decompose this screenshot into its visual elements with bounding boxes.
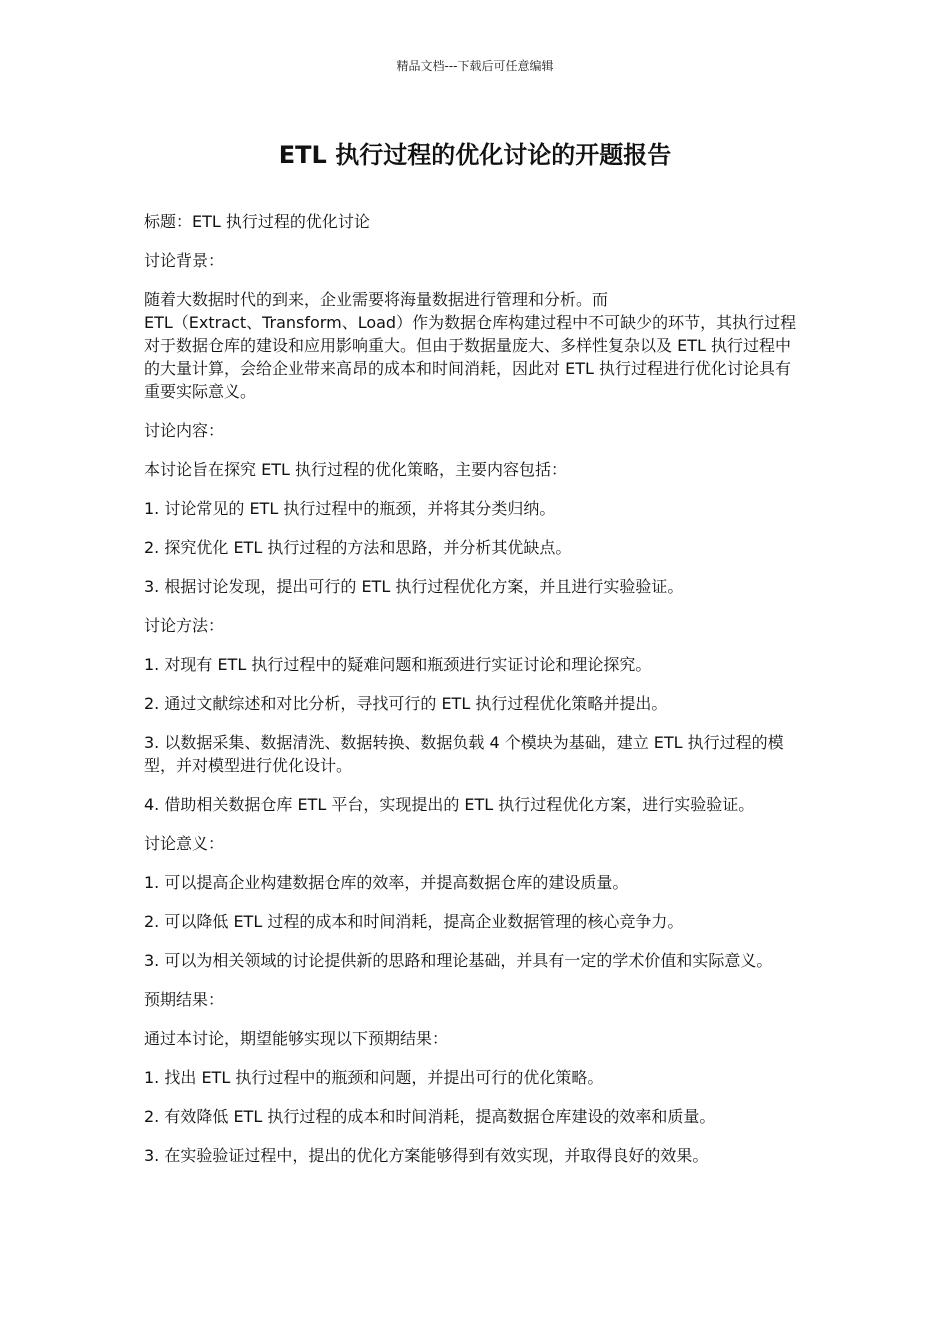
background-paragraph bbox=[144, 288, 806, 403]
content-item-1: 1. 讨论常见的 ETL 执行过程中的瓶颈，并将其分类归纳。 bbox=[144, 499, 556, 518]
background-line-1: 随着大数据时代的到来，企业需要将海量数据进行管理和分析。而 bbox=[144, 290, 609, 309]
document-title: ETL 执行过程的优化讨论的开题报告 bbox=[278, 141, 672, 169]
results-heading: 预期结果： bbox=[144, 990, 225, 1009]
method-item-2: 2. 通过文献综述和对比分析，寻找可行的 ETL 执行过程优化策略并提出。 bbox=[144, 694, 668, 713]
method-heading: 讨论方法： bbox=[144, 616, 225, 635]
method-item-1: 1. 对现有 ETL 执行过程中的疑难问题和瓶颈进行实证讨论和理论探究。 bbox=[144, 655, 652, 674]
background-heading: 讨论背景： bbox=[144, 251, 225, 270]
significance-item-1: 1. 可以提高企业构建数据仓库的效率，并提高数据仓库的建设质量。 bbox=[144, 873, 629, 892]
method-item-3: 3. 以数据采集、数据清洗、数据转换、数据负载 4 个模块为基础，建立 ETL 执行过程的模型，并对模型进行优化设计。 bbox=[144, 733, 784, 775]
results-item-3: 3. 在实验验证过程中，提出的优化方案能够得到有效实现，并取得良好的效果。 bbox=[144, 1146, 709, 1165]
results-item-1: 1. 找出 ETL 执行过程中的瓶颈和问题，并提出可行的优化策略。 bbox=[144, 1068, 604, 1087]
significance-item-2: 2. 可以降低 ETL 过程的成本和时间消耗，提高企业数据管理的核心竞争力。 bbox=[144, 912, 684, 931]
background-line-2: ETL（Extract、Transform、Load）作为数据仓库构建过程中不可缺少的环节，其执行过程对于数据仓库的建设和应用影响重大。但由于数据量庞大、多样性复杂以及 ETL 执行过程中的大量计算，会给企业带来高昂的成本和时间消耗，因此对 ETL 执行过程进行优化讨论具有重要实际意义。 bbox=[144, 313, 797, 401]
results-intro: 通过本讨论，期望能够实现以下预期结果： bbox=[144, 1029, 449, 1048]
topic-line: 标题：ETL 执行过程的优化讨论 bbox=[144, 212, 370, 231]
significance-item-3: 3. 可以为相关领域的讨论提供新的思路和理论基础，并具有一定的学术价值和实际意义。 bbox=[144, 951, 773, 970]
content-heading: 讨论内容： bbox=[144, 421, 225, 440]
content-intro: 本讨论旨在探究 ETL 执行过程的优化策略，主要内容包括： bbox=[144, 460, 567, 479]
document-body bbox=[144, 210, 806, 1183]
header-note: 精品文档---下载后可任意编辑 bbox=[396, 59, 554, 73]
content-item-3: 3. 根据讨论发现，提出可行的 ETL 执行过程优化方案，并且进行实验验证。 bbox=[144, 577, 684, 596]
content-item-2: 2. 探究优化 ETL 执行过程的方法和思路，并分析其优缺点。 bbox=[144, 538, 572, 557]
significance-heading: 讨论意义： bbox=[144, 834, 225, 853]
method-item-4: 4. 借助相关数据仓库 ETL 平台，实现提出的 ETL 执行过程优化方案，进行实验验证。 bbox=[144, 795, 755, 814]
results-item-2: 2. 有效降低 ETL 执行过程的成本和时间消耗，提高数据仓库建设的效率和质量。 bbox=[144, 1107, 716, 1126]
